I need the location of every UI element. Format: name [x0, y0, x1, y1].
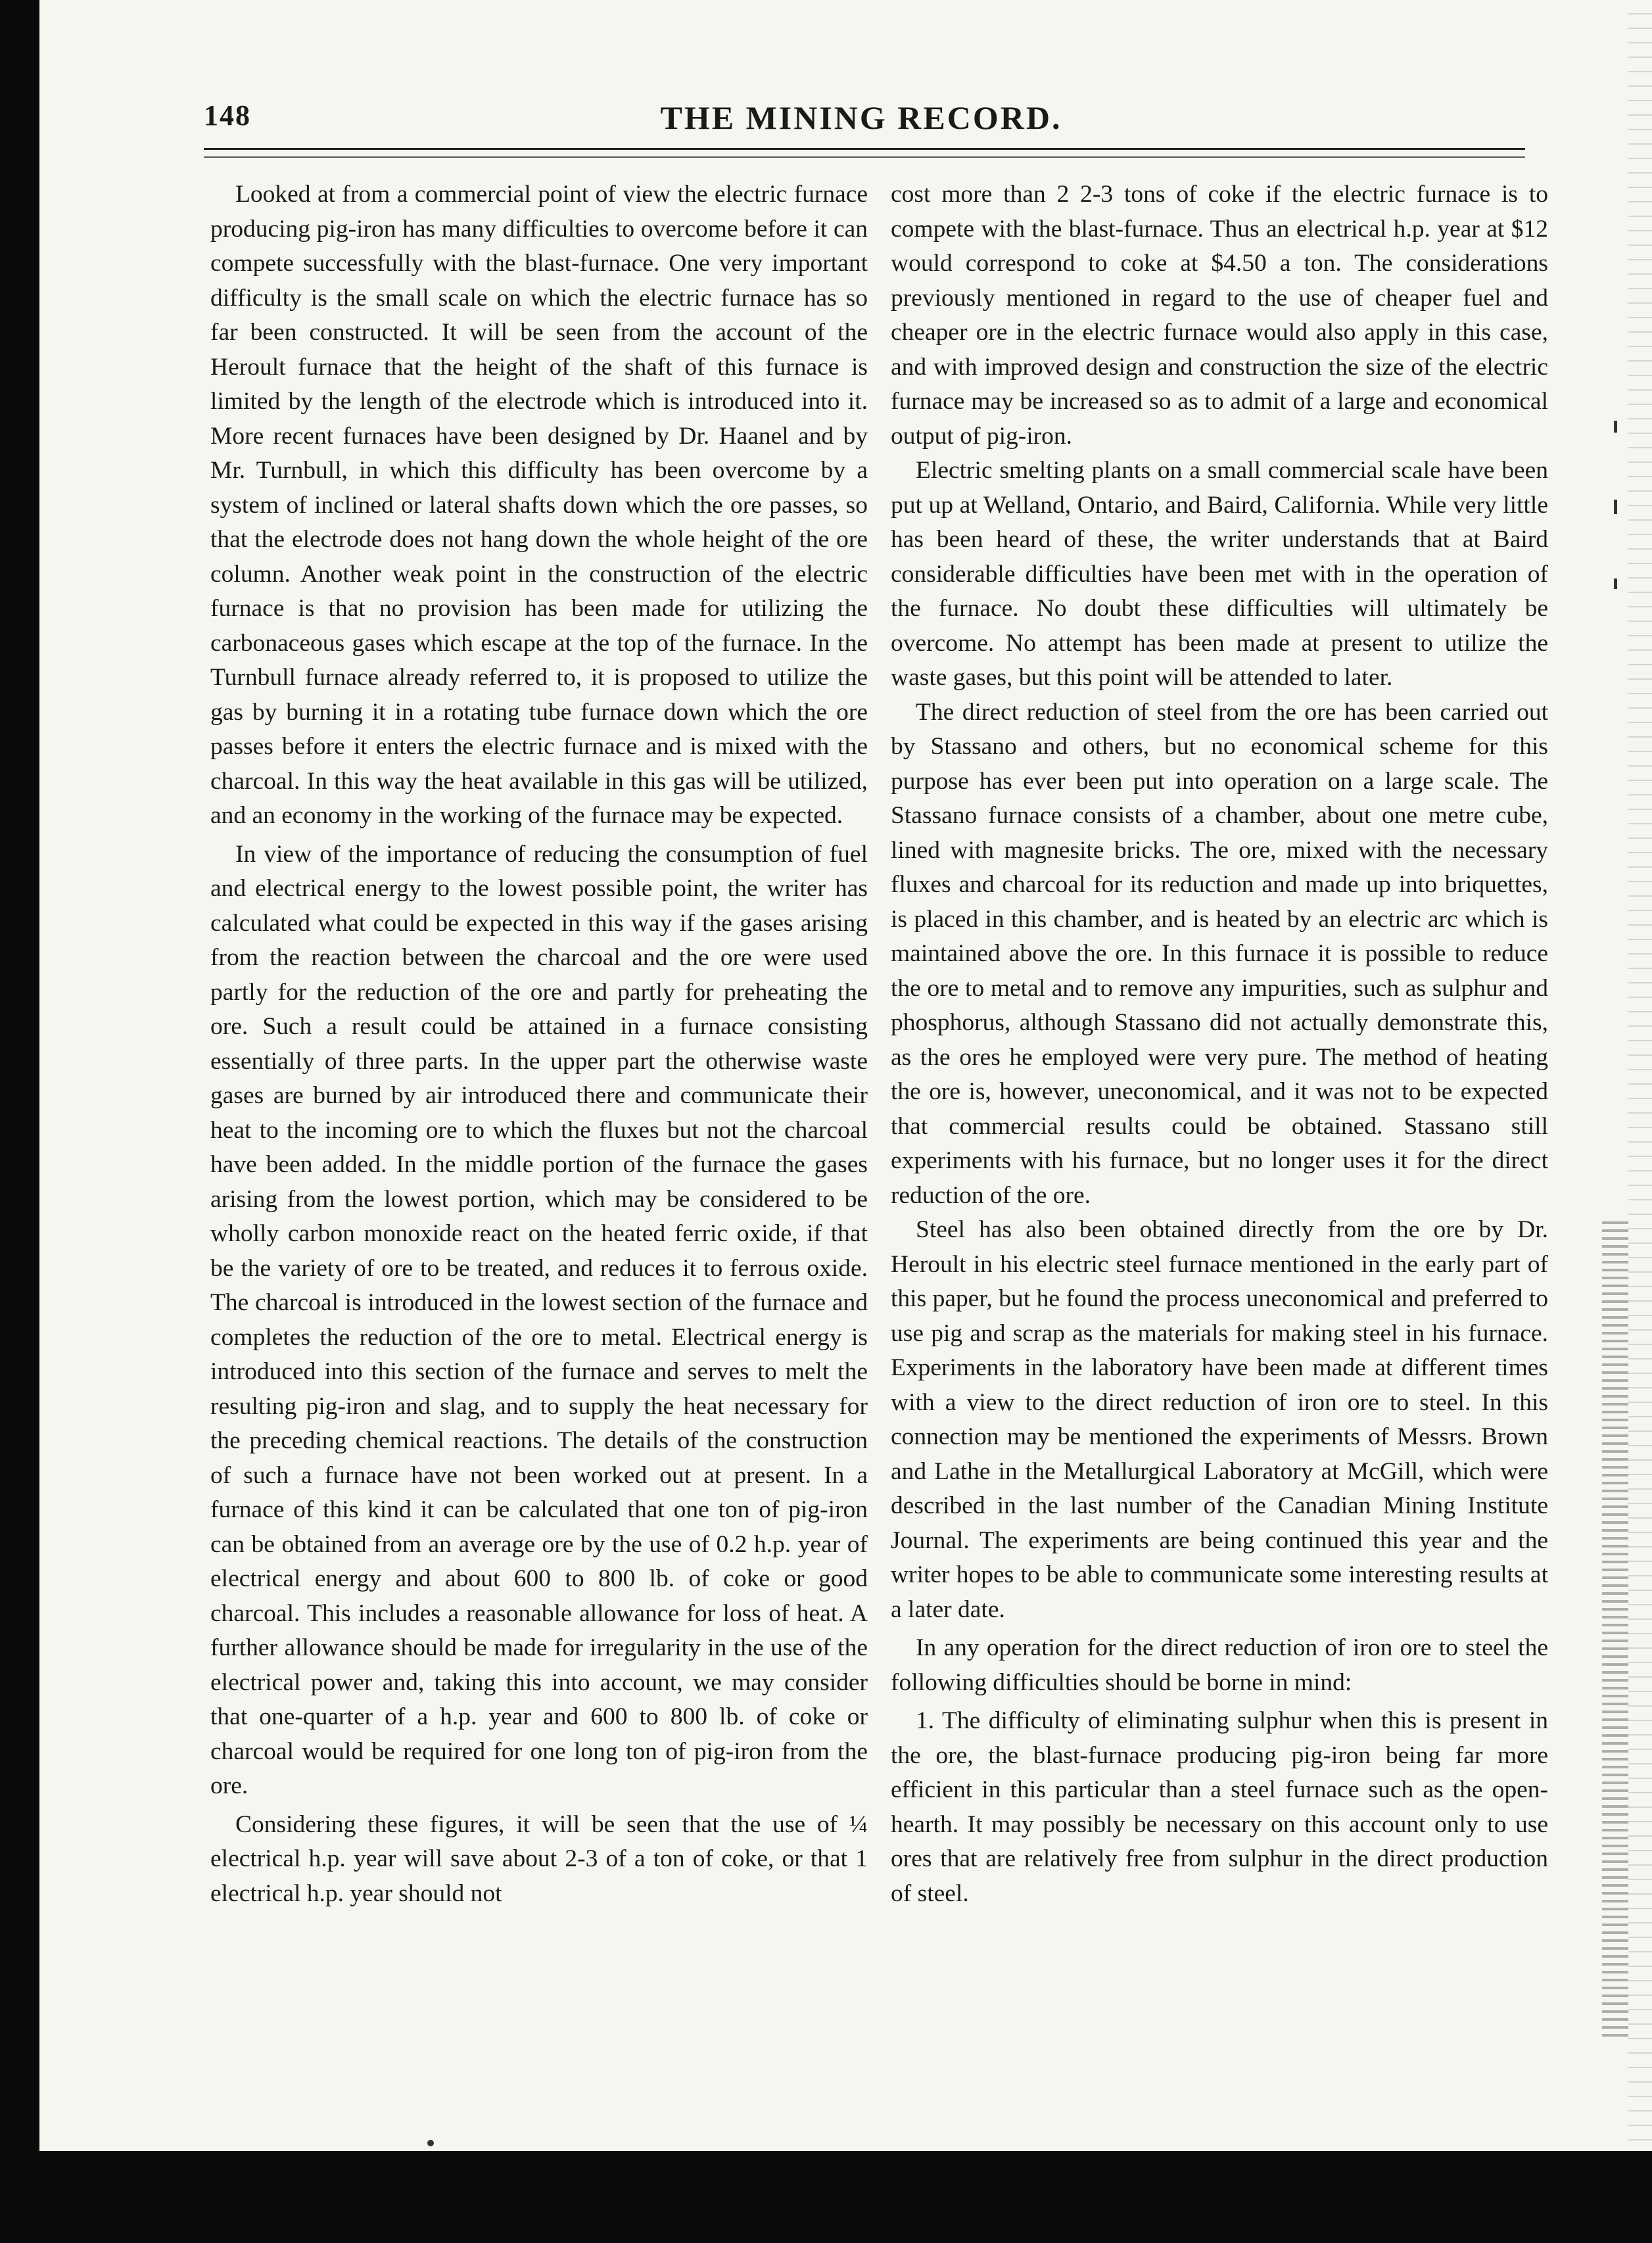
numbered-paragraph: 1. The difficulty of eliminating sulphur when this is present in the ore, the blast-furnace producing pig-iron being far more efficient in this particular than a steel furnace such as the open-hearth. It may possibly be necessary on this account only to use ores that are relatively free from sulphur in the direct production of steel. [891, 1707, 1548, 1907]
scan-edge-marks [1602, 1216, 1628, 2038]
paragraph: In any operation for the direct reduction of iron ore to steel the following difficulties should be borne in mind: [891, 1634, 1548, 1696]
margin-mark [1614, 578, 1617, 589]
left-column [210, 177, 868, 1911]
scan-right-edge [1628, 0, 1652, 2150]
paragraph: Looked at from a commercial point of view the electric furnace producing pig-iron has many difficulties to overcome before it can compete successfully with the blast-furnace. One very important difficulty is the small scale on which the electric furnace has so far been constructed. It will be seen from the account of the Heroult furnace that the height of the shaft of this furnace is limited by the length of the electrode which is introduced into it. More recent furnaces have been designed by Dr. Haanel and by Mr. Turnbull, in which this difficulty has been overcome by a system of inclined or lateral shafts down which the ore passes, so that the electrode does not hang down the whole height of the ore column. Another weak point in the construction of the electric furnace is that no provision has been made for utilizing the carbonaceous gases which escape at the top of the furnace. In the Turnbull furnace already referred to, it is proposed to utilize the gas by burning it in a rotating tube furnace down which the ore passes before it enters the electric furnace and is mixed with the charcoal. In this way the heat available in this gas will be utilized, and an economy in the working of the furnace may be expected. [210, 181, 868, 829]
header-rule [204, 148, 1525, 158]
margin-mark [1614, 421, 1617, 433]
page-header [204, 99, 1519, 151]
running-title: THE MINING RECORD. [660, 99, 1062, 136]
margin-mark [1614, 500, 1617, 514]
paragraph: Steel has also been obtained directly from the ore by Dr. Heroult in his electric steel furnace mentioned in the early part of this paper, but he found the process uneconomical and preferred to use pig and scrap as the materials for making steel in his furnace. Experiments in the laboratory have been made at different times with a view to the direct reduction of iron ore to steel. In this connection may be mentioned the experiments of Messrs. Brown and Lathe in the Metallurgical Laboratory at McGill, which were described in the last number of the Canadian Mining Institute Journal. The experiments are being continued this year and the writer hopes to be able to communicate some interesting results at a later date. [891, 1216, 1548, 1623]
paragraph: In view of the importance of reducing the consumption of fuel and electrical energy to the lowest possible point, the writer has calculated what could be expected in this way if the gases arising from the reaction between the charcoal and the ore were used partly for the reduction of the ore and partly for preheating the ore. Such a result could be attained in a furnace consisting essentially of three parts. In the upper part the otherwise waste gases are burned by air introduced there and communicate their heat to the incoming ore to which the fluxes but not the charcoal have been added. In the middle portion of the furnace the gases arising from the lowest portion, which may be considered to be wholly carbon monoxide react on the heated ferric oxide, if that be the variety of ore to be treated, and reduces it to ferrous oxide. The charcoal is introduced in the lowest section of the furnace and completes the reduction of the ore to metal. Electrical energy is introduced into this section of the furnace and serves to melt the resulting pig-iron and slag, and to supply the heat necessary for the preceding chemical reactions. The details of the construction of such a furnace have not been worked out at present. In a furnace of this kind it can be calculated that one ton of pig-iron can be obtained from an average ore by the use of 0.2 h.p. year of electrical energy and about 600 to 800 lb. of coke or good charcoal. This includes a reasonable allowance for loss of heat. A further allowance should be made for irregularity in the use of the electrical power and, taking this into account, we may consider that one-quarter of a h.p. year and 600 to 800 lb. of coke or charcoal would be required for one long ton of pig-iron from the ore. [210, 840, 868, 1799]
paragraph: cost more than 2 2-3 tons of coke if the electric furnace is to compete with the blast-furnace. Thus an electrical h.p. year at $12 would correspond to coke at $4.50 a ton. The considerations previously mentioned in regard to the use of cheaper fuel and cheaper ore in the electric furnace would also apply in this case, and with improved design and construction the size of the electric furnace may be increased so as to admit of a large and economical output of pig-iron. [891, 181, 1548, 450]
page-number: 148 [204, 99, 251, 131]
scan-left-border [0, 0, 39, 2243]
paragraph: Electric smelting plants on a small commercial scale have been put up at Welland, Ontario, and Baird, California. While very little has been heard of these, the writer understands that at Baird considerable difficulties have been met with in the operation of the furnace. No doubt these difficulties will ultimately be overcome. No attempt has been made at present to utilize the waste gases, but this point will be attended to later. [891, 457, 1548, 691]
scan-bottom-border [39, 2151, 1652, 2243]
ink-speck [427, 2140, 434, 2146]
paragraph: Considering these figures, it will be seen that the use of ¼ electrical h.p. year will save about 2-3 of a ton of coke, or that 1 electrical h.p. year should not [210, 1810, 868, 1907]
right-column [891, 177, 1548, 1911]
paragraph: The direct reduction of steel from the ore has been carried out by Stassano and others, but no economical scheme for this purpose has ever been put into operation on a large scale. The Stassano furnace consists of a chamber, about one metre cube, lined with magnesite bricks. The ore, mixed with the necessary fluxes and charcoal for its reduction and made up into briquettes, is placed in this chamber, and is heated by an electric arc which is maintained above the ore. In this furnace it is possible to reduce the ore to metal and to remove any impurities, such as sulphur and phosphorus, although Stassano did not actually demonstrate this, as the ores he employed were very pure. The method of heating the ore is, however, uneconomical, and it was not to be expected that commercial results could be obtained. Stassano still experiments with his furnace, but no longer uses it for the direct reduction of the ore. [891, 698, 1548, 1209]
